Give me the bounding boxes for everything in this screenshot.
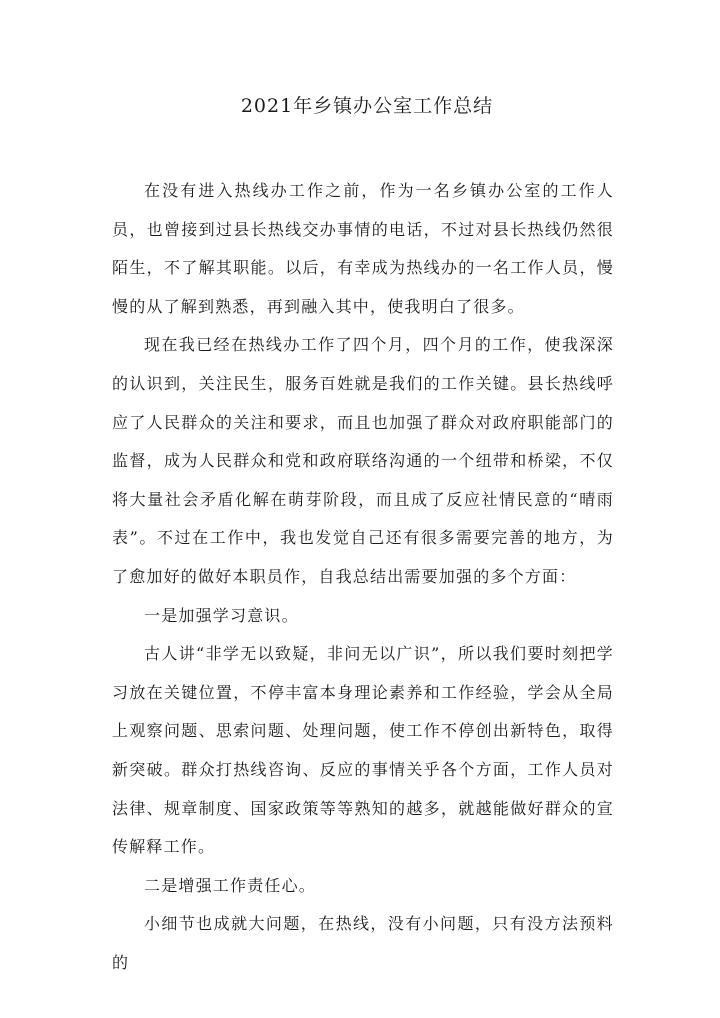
paragraph-5: 二是增强工作责任心。	[144, 875, 317, 895]
paragraph-3: 一是加强学习意识。	[144, 605, 299, 625]
document-title: 2021年乡镇办公室工作总结	[240, 95, 494, 117]
paragraph-2: 现在我已经在热线办工作了四个月，四个月的工作，使我深深的认识到，关注民生，服务百姓就是我们的工作关键。县长热线呼应了人民群众的关注和要求，而且也加强了群众对政府职能部门的监督，成为人民群众和党和政府联络沟通的一个纽带和桥梁，不仅将大量社会矛盾化解在萌芽阶段，而且成了反应社情民意的“晴雨表”。不过在工作中，我也发觉自己还有很多需要完善的地方，为了愈加好的做好本职员作，自我总结出需要加强的多个方面：	[112, 335, 614, 586]
document-body	[112, 172, 614, 982]
paragraph-1: 在没有进入热线办工作之前，作为一名乡镇办公室的工作人员，也曾接到过县长热线交办事情的电话，不过对县长热线仍然很陌生，不了解其职能。以后，有幸成为热线办的一名工作人员，慢慢的从了解到熟悉，再到融入其中，使我明白了很多。	[112, 181, 614, 316]
paragraph-6: 小细节也成就大问题，在热线，没有小问题，只有没方法预料的	[112, 914, 614, 972]
paragraph-4: 古人讲“非学无以致疑，非问无以广识”，所以我们要时刻把学习放在关键位置，不停丰富本身理论素养和工作经验，学会从全局上观察问题、思索问题、处理问题，使工作不停创出新特色，取得新突破。群众打热线咨询、反应的事情关乎各个方面，工作人员对法律、规章制度、国家政策等等熟知的越多，就越能做好群众的宣传解释工作。	[112, 644, 614, 857]
